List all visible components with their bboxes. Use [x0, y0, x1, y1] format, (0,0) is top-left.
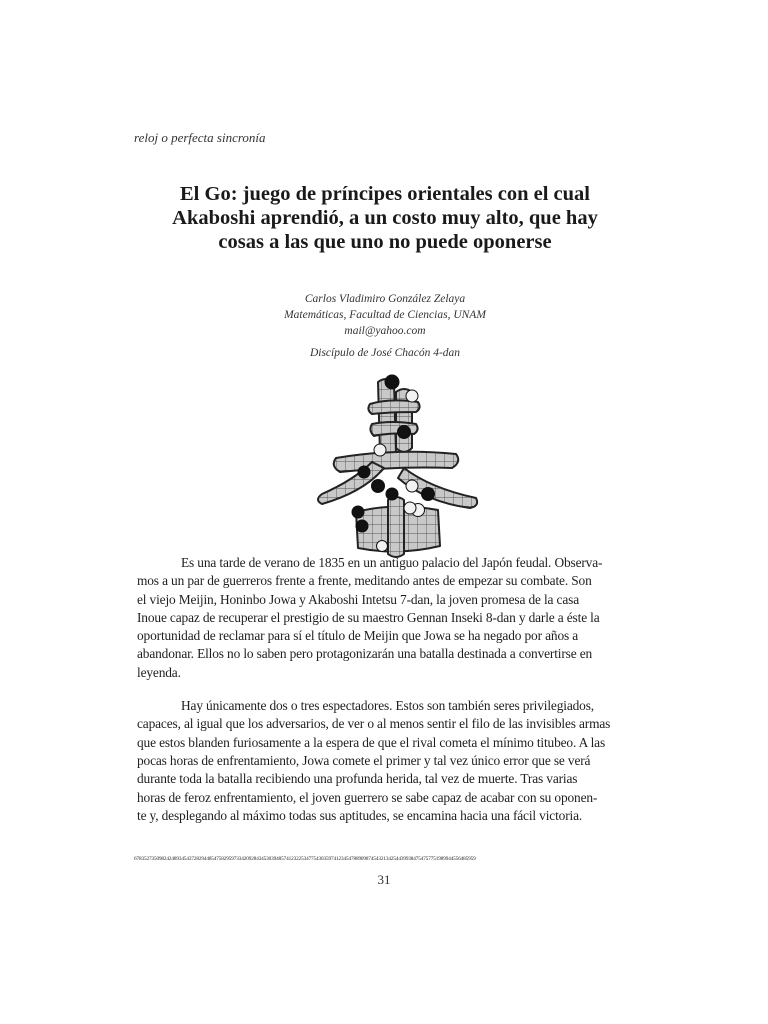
paragraph-line: pocas horas de enfrentamiento, Jowa comete el primer y tal vez único error que se verá — [137, 752, 591, 768]
page-number: 31 — [377, 872, 391, 887]
title-line: cosas a las que uno no puede oponerse — [218, 231, 552, 253]
author-affiliation: Matemáticas, Facultad de Ciencias, UNAM — [284, 309, 486, 321]
paragraph-line: te y, desplegando al máximo todas sus aptitudes, se encamina hacia una fácil victoria. — [137, 807, 583, 823]
article-title — [110, 182, 660, 254]
paragraph-line: mos a un par de guerreros frente a frente, meditando antes de empezar su combate. Son — [137, 573, 592, 589]
paragraph-line: Es una tarde de verano de 1835 en un antiguo palacio del Japón feudal. Observa- — [181, 555, 603, 570]
footer-digit-strip: 67835273509824248934543728294485475829597334209284345303948574123225347754303597412345478890987454321342544399384754757751989944556485959 — [134, 856, 476, 862]
author-email: mail@yahoo.com — [344, 325, 426, 337]
paragraph-line: Inoue capaz de recuperar el prestigio de su maestro Gennan Inseki 8-dan y darle a éste la — [137, 609, 600, 625]
author-name: Carlos Vladimiro González Zelaya — [304, 293, 466, 305]
article-body — [137, 554, 631, 825]
paragraph-line: Hay únicamente dos o tres espectadores. Estos son también seres privilegiados, — [181, 698, 594, 714]
byline — [180, 291, 590, 361]
paragraph-line: el viejo Meijin, Honinbo Jowa y Akaboshi Intetsu 7-dan, la joven promesa de la casa — [137, 591, 579, 607]
paragraph-line: que estos blanden furiosamente a la espera de que el rival cometa el mínimo titubeo. A las — [137, 734, 606, 750]
running-header: reloj o perfecta sincronía — [134, 130, 266, 145]
author-discipleship: Discípulo de José Chacón 4-dan — [309, 347, 461, 359]
paragraph-line: oportunidad de reclamar para sí el título de Meijin que Jowa se ha negado por años a — [137, 628, 579, 644]
paragraph-line: horas de feroz enfrentamiento, el joven guerrero se sabe capaz de acabar con su oponen- — [137, 789, 598, 805]
paragraph-line: abandonar. Ellos no lo saben pero protagonizarán una batalla destinada a convertirse en — [137, 646, 593, 662]
go-kanji-with-stones-icon — [300, 362, 490, 562]
go-kanji-figure — [300, 362, 490, 562]
paragraph-line: leyenda. — [137, 664, 181, 680]
paragraph-line: durante toda la batalla recibiendo una profunda herida, tal vez de muerte. Tras varias — [137, 771, 578, 787]
title-line: El Go: juego de príncipes orientales con el cual — [180, 183, 590, 205]
paragraph-line: capaces, al igual que los adversarios, de ver o al menos sentir el filo de las invisibles armas — [137, 716, 611, 732]
title-line: Akaboshi aprendió, a un costo muy alto, que hay — [172, 207, 598, 229]
